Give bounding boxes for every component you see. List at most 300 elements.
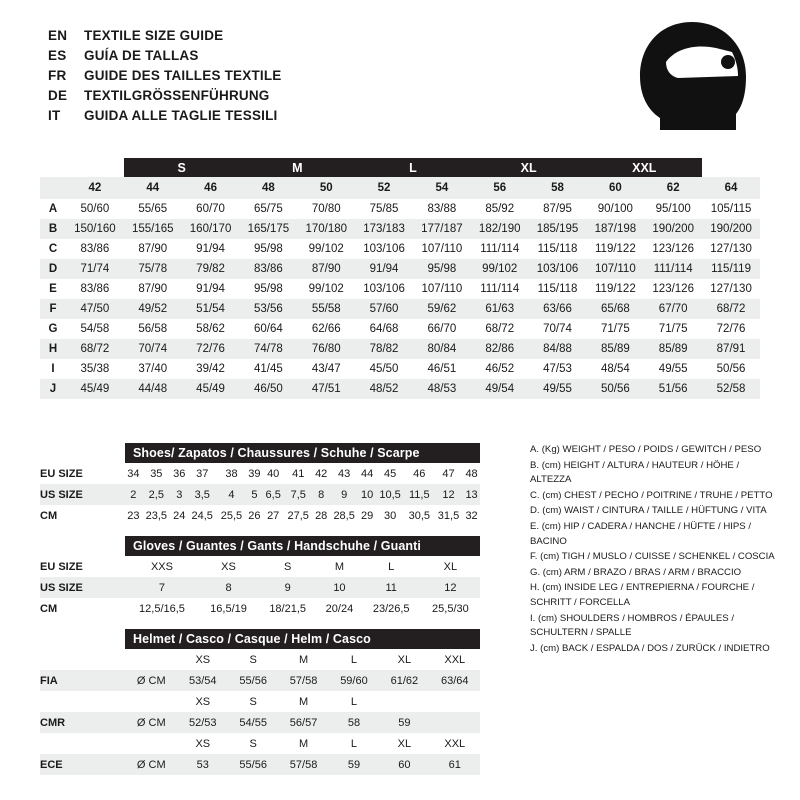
cell: 85/92 (485, 203, 515, 215)
cell: M (298, 653, 309, 666)
cell: 83/86 (254, 263, 283, 275)
cell: 119/122 (595, 283, 636, 295)
table-row (40, 279, 760, 299)
helmet-cmrhead-spacer (40, 691, 125, 712)
cell (379, 691, 429, 712)
cell: 58 (347, 716, 361, 729)
cell: 20/24 (325, 602, 354, 615)
cell: 111/114 (653, 263, 693, 275)
table-row (40, 649, 480, 670)
header-row-en (48, 26, 478, 46)
row-label-g: G (48, 323, 58, 335)
cell: 190/200 (652, 223, 694, 235)
cell: 66/70 (427, 323, 457, 335)
size-number-48: 48 (262, 182, 275, 194)
cell: 46/52 (485, 363, 515, 375)
row-label-i: I (51, 363, 55, 375)
cell: 47/50 (80, 303, 110, 315)
cell: 91/94 (369, 263, 399, 275)
size-number-52: 52 (377, 182, 391, 194)
row-label-d: D (48, 263, 58, 275)
row-label-e: E (49, 283, 57, 295)
cell: M (298, 695, 309, 708)
cell: 150/160 (74, 223, 116, 235)
table-row (40, 670, 480, 691)
cell: 38 (225, 467, 238, 480)
cell: 12 (444, 581, 457, 594)
cell: 105/115 (710, 203, 752, 215)
cell: 55/58 (311, 303, 341, 315)
header-titles (48, 26, 478, 126)
cell: S (249, 737, 257, 750)
size-number-56: 56 (493, 182, 507, 194)
cell: 70/80 (311, 203, 341, 215)
cell: Ø CM (136, 758, 166, 771)
cell: 84/88 (543, 343, 572, 355)
table-row (40, 733, 480, 754)
band-s: S (124, 158, 240, 177)
cell: 56/57 (289, 716, 318, 729)
cell: 60/64 (254, 323, 283, 335)
cell: 103/106 (363, 283, 405, 295)
size-number-corner (40, 177, 66, 199)
cell: 28 (315, 509, 328, 522)
cell: L (388, 560, 395, 573)
helmet-block (40, 629, 480, 775)
cell: 9 (341, 488, 348, 501)
cell: 95/98 (254, 243, 283, 255)
table-row (40, 556, 480, 577)
gloves-cm-label: CM (40, 602, 58, 615)
cell: 95/98 (254, 283, 283, 295)
measurement-legend (530, 443, 780, 657)
cell: 4 (228, 488, 235, 501)
legend-item-e: E. (cm) HIP / CADERA / HANCHE / HÜFTE / HIPS / BACINO (530, 520, 752, 547)
racing-helmet-icon (632, 18, 752, 138)
cell: 85/89 (600, 343, 630, 355)
cell: 115/118 (537, 243, 578, 255)
table-row (40, 299, 760, 319)
cell: 165/175 (247, 223, 290, 235)
cell: 44/48 (138, 383, 168, 395)
cell: 111/114 (480, 283, 520, 295)
header-text-it: GUIDA ALLE TAGLIE TESSILI (84, 108, 278, 123)
cell: 91/94 (196, 243, 225, 255)
cell: 170/180 (305, 223, 348, 235)
cell: 11 (385, 581, 397, 594)
spacer-1 (40, 526, 480, 536)
cell: 44 (360, 467, 374, 480)
row-label-j: J (49, 383, 57, 395)
cell: 55/56 (239, 674, 267, 687)
row-label-a: A (48, 203, 58, 215)
size-number-46: 46 (204, 182, 217, 194)
cell: 7 (158, 581, 166, 594)
table-row (40, 463, 480, 484)
cell: 23,5 (145, 509, 168, 522)
cell: 182/190 (478, 223, 521, 235)
cell: 68/72 (716, 303, 746, 315)
size-number-50: 50 (319, 182, 333, 194)
cell: XXL (444, 737, 466, 750)
cell: 47/51 (311, 383, 341, 395)
cell: XXL (444, 653, 466, 666)
cell: 46/51 (427, 363, 457, 375)
cell: 99/102 (308, 243, 344, 255)
table-row (40, 379, 760, 399)
row-label-f: F (49, 303, 57, 315)
cell: 49/55 (543, 383, 572, 395)
table-row (40, 598, 480, 619)
cell: 123/126 (652, 283, 694, 295)
legend-item-g: G. (cm) ARM / BRAZO / BRAS / ARM / BRACCIO (530, 566, 742, 578)
cell (430, 712, 480, 733)
cell: 3 (176, 488, 183, 501)
header-row-es (48, 46, 478, 66)
helmet-table (40, 649, 480, 775)
helmet-head1-spacer (40, 649, 125, 670)
size-number-62: 62 (666, 182, 680, 194)
cell: 83/86 (80, 243, 110, 255)
cell: 61/62 (390, 674, 419, 687)
table-row (40, 219, 760, 239)
cell: 67/70 (658, 303, 688, 315)
cell (125, 691, 178, 712)
cell: 59 (398, 716, 411, 729)
cell: 111/114 (480, 243, 520, 255)
cell: 48/52 (369, 383, 399, 395)
spacer-2 (40, 619, 480, 629)
table-row (40, 339, 760, 359)
cell: XL (397, 737, 412, 750)
cell: 8 (318, 488, 325, 501)
cell: 177/187 (421, 223, 463, 235)
cell: 37 (196, 467, 209, 480)
cell: 30 (383, 509, 397, 522)
size-number-58: 58 (551, 182, 564, 194)
cell: 99/102 (308, 283, 344, 295)
cell: 24 (173, 509, 186, 522)
cell: 23 (127, 509, 140, 522)
size-band-row (40, 158, 760, 177)
header-text-es: GUÍA DE TALLAS (84, 48, 199, 63)
cell: 45/50 (369, 363, 399, 375)
table-row (40, 505, 480, 526)
cell: 47 (442, 467, 455, 480)
cell: 75/85 (369, 203, 399, 215)
legend-item-a: A. (Kg) WEIGHT / PESO / POIDS / GEWITCH / PESO (530, 444, 762, 455)
cell: 79/82 (196, 263, 225, 275)
cell: 57/60 (369, 303, 399, 315)
cell: 48/54 (600, 363, 630, 375)
cell: 74/78 (254, 343, 283, 355)
cell: 63/64 (441, 674, 469, 687)
cell: 123/126 (652, 243, 694, 255)
cell: 8 (225, 581, 232, 594)
cell: 57/58 (289, 758, 318, 771)
cell: 60 (398, 758, 411, 771)
band-xxl: XXL (586, 158, 702, 177)
cell: 75/78 (138, 263, 168, 275)
cell: 50/60 (80, 203, 110, 215)
cell: Ø CM (136, 674, 166, 687)
cell: 65/68 (600, 303, 630, 315)
cell: 72/76 (196, 343, 225, 355)
cell: XS (221, 560, 236, 573)
cell: 45/49 (80, 383, 110, 395)
cell: 55/56 (239, 758, 267, 771)
cell: M (298, 737, 309, 750)
header-row-it (48, 106, 478, 126)
cell: 70/74 (138, 343, 168, 355)
cell: 36 (173, 467, 186, 480)
cell: 107/110 (421, 283, 463, 295)
cell: 28,5 (333, 509, 355, 522)
cell: 50/56 (716, 363, 746, 375)
table-row (40, 319, 760, 339)
cell: 78/82 (369, 343, 399, 355)
cell: XL (397, 653, 412, 666)
cell: 103/106 (536, 263, 579, 275)
header-lang-es: ES (48, 48, 67, 63)
cell: M (334, 560, 345, 573)
cell: 59/60 (340, 674, 368, 687)
cell: 31,5 (437, 509, 460, 522)
cell: 160/170 (189, 223, 232, 235)
cell: 91/94 (196, 283, 225, 295)
cell: 10,5 (379, 488, 401, 501)
row-label-c: C (48, 243, 58, 255)
cell: 12,5/16,5 (139, 602, 185, 615)
gloves-eu-label: EU SIZE (40, 560, 83, 573)
cell: 48 (465, 467, 478, 480)
gloves-us-label: US SIZE (40, 581, 83, 594)
cell: 83/86 (80, 283, 110, 295)
cell: 60/70 (196, 203, 225, 215)
legend-item-i: I. (cm) SHOULDERS / HOMBROS / ÉPAULES / SCHULTERN / SPALLE (530, 612, 734, 639)
cell: 40 (267, 467, 280, 480)
cell: 107/110 (421, 243, 463, 255)
cell: 90/100 (597, 203, 633, 215)
header-lang-fr: FR (48, 68, 67, 83)
gloves-title: Gloves / Guantes / Gants / Handschuhe / Guanti (125, 536, 480, 556)
cell: 57/58 (289, 674, 318, 687)
cell: 50/56 (600, 383, 630, 395)
cell: 87/90 (311, 263, 341, 275)
cell: 119/122 (595, 243, 636, 255)
cell: 51/56 (658, 383, 688, 395)
cell: XL (443, 560, 458, 573)
cell: 45/49 (196, 383, 225, 395)
cell: 173/183 (363, 223, 405, 235)
cell: 43/47 (311, 363, 341, 375)
cell: 45 (383, 467, 397, 480)
size-number-44: 44 (146, 182, 160, 194)
cell: 39 (248, 467, 261, 480)
cell: 83/88 (427, 203, 457, 215)
cell: 53 (196, 758, 209, 771)
cell: 82/86 (485, 343, 515, 355)
cell: 99/102 (482, 263, 518, 275)
cell (125, 733, 178, 754)
shoes-block (40, 443, 480, 526)
cell: 64/68 (369, 323, 399, 335)
cell: 48/53 (427, 383, 457, 395)
cell: 52/53 (189, 716, 217, 729)
cell: 61/63 (485, 303, 515, 315)
legend-item-b: B. (cm) HEIGHT / ALTURA / HAUTEUR / HÖHE / ALTEZZA (530, 459, 740, 486)
table-row (40, 359, 760, 379)
cell: 7,5 (290, 488, 306, 501)
cell: 185/195 (536, 223, 579, 235)
table-row (40, 691, 480, 712)
table-row (40, 484, 480, 505)
cell: 46/50 (254, 383, 283, 395)
cell: 13 (465, 488, 478, 501)
cell: 85/89 (658, 343, 688, 355)
gloves-table (40, 556, 480, 619)
cell: 87/95 (543, 203, 572, 215)
header-row-fr (48, 66, 478, 86)
cell: 23/26,5 (372, 602, 410, 615)
cell: 51/54 (196, 303, 225, 315)
helmet-ece-label: ECE (40, 758, 63, 771)
header-text-de: TEXTILGRÖSSENFÜHRUNG (84, 88, 270, 103)
cell: 34 (127, 467, 140, 480)
shoes-title: Shoes/ Zapatos / Chaussures / Schuhe / Scarpe (125, 443, 480, 463)
cell (430, 691, 480, 712)
cell: 6,5 (265, 488, 281, 501)
cell: 46 (413, 467, 426, 480)
helmet-title: Helmet / Casco / Casque / Helm / Casco (125, 629, 480, 649)
gloves-block (40, 536, 480, 619)
cell: 26 (248, 509, 261, 522)
cell: 115/118 (537, 283, 578, 295)
band-empty-2 (702, 158, 760, 177)
cell: 115/119 (711, 263, 751, 275)
cell: XS (195, 653, 211, 666)
cell: 187/198 (594, 223, 637, 235)
cell: 155/165 (131, 223, 174, 235)
cell: 95/100 (655, 203, 691, 215)
cell: 62/66 (311, 323, 341, 335)
cell: L (350, 737, 358, 750)
cell: 52/58 (716, 383, 746, 395)
cell: 3,5 (194, 488, 210, 501)
size-number-64: 64 (724, 182, 738, 194)
table-row (40, 239, 760, 259)
cell: 10 (333, 581, 346, 594)
cell: 5 (251, 488, 258, 501)
cell: 11,5 (409, 488, 430, 501)
helmet-head2-spacer (40, 733, 125, 754)
cell: 49/55 (658, 363, 688, 375)
header-row-de (48, 86, 478, 106)
cell: 12 (442, 488, 455, 501)
cell (125, 649, 178, 670)
cell: 49/52 (138, 303, 168, 315)
cell: 127/130 (710, 243, 752, 255)
cell: 10 (360, 488, 374, 501)
size-number-42: 42 (88, 182, 102, 194)
cell: 107/110 (595, 263, 636, 275)
cell: 29 (360, 509, 374, 522)
row-label-b: B (48, 223, 58, 235)
legend-item-h: H. (cm) INSIDE LEG / ENTREPIERNA / FOURCHE / SCHRITT / FORCELLA (530, 582, 755, 608)
cell: 54/58 (80, 323, 110, 335)
cell: S (249, 653, 257, 666)
cell: 190/200 (710, 223, 752, 235)
cell: 16,5/19 (210, 602, 247, 615)
cell: Ø CM (136, 716, 166, 729)
cell: 32 (465, 509, 478, 522)
cell: 59 (347, 758, 361, 771)
header-lang-de: DE (48, 88, 68, 103)
cell: 103/106 (363, 243, 405, 255)
row-label-h: H (48, 343, 58, 355)
cell: 87/90 (138, 243, 168, 255)
cell: 2 (130, 488, 137, 501)
cell: 27,5 (287, 509, 309, 522)
cell: 55/65 (138, 203, 168, 215)
cell: 87/90 (138, 283, 168, 295)
table-row (40, 577, 480, 598)
cell: 18/21,5 (269, 602, 307, 615)
cell: 25,5/30 (432, 602, 469, 615)
cell: 35 (150, 467, 163, 480)
legend-item-d: D. (cm) WAIST / CINTURA / TAILLE / HÜFTUNG / VITA (530, 505, 767, 517)
cell: 68/72 (485, 323, 515, 335)
main-size-table (40, 158, 760, 399)
shoes-table (40, 463, 480, 526)
band-l: L (355, 158, 471, 177)
cell: XXS (150, 560, 173, 573)
cell: 25,5 (220, 509, 243, 522)
cell: 24,5 (191, 509, 213, 522)
band-m: M (239, 158, 355, 177)
cell: 71/75 (658, 323, 688, 335)
cell: 41 (292, 467, 305, 480)
cell: 54/55 (239, 716, 267, 729)
cell: 2,5 (148, 488, 164, 501)
band-spacer (40, 158, 66, 177)
cell: 30,5 (408, 509, 430, 522)
cell: 95/98 (427, 263, 457, 275)
table-row (40, 754, 480, 775)
cell: 80/84 (427, 343, 457, 355)
cell: S (284, 560, 292, 573)
cell: 72/76 (716, 323, 746, 335)
cell: 61 (448, 758, 461, 771)
size-number-60: 60 (608, 182, 622, 194)
cell: S (249, 695, 257, 708)
cell: 43 (338, 467, 351, 480)
accessory-tables (40, 443, 480, 775)
cell: 58/62 (196, 323, 225, 335)
size-number-54: 54 (435, 182, 449, 194)
cell: L (350, 695, 358, 708)
cell: 59/62 (427, 303, 457, 315)
table-row (40, 199, 760, 219)
cell: 71/75 (600, 323, 630, 335)
cell: 27 (267, 509, 280, 522)
band-xl: XL (471, 158, 587, 177)
cell: 49/54 (485, 383, 515, 395)
header-text-en: TEXTILE SIZE GUIDE (84, 28, 224, 43)
cell: 35/38 (80, 363, 110, 375)
shoes-eu-label: EU SIZE (40, 467, 83, 480)
helmet-cmr-label: CMR (40, 716, 66, 729)
